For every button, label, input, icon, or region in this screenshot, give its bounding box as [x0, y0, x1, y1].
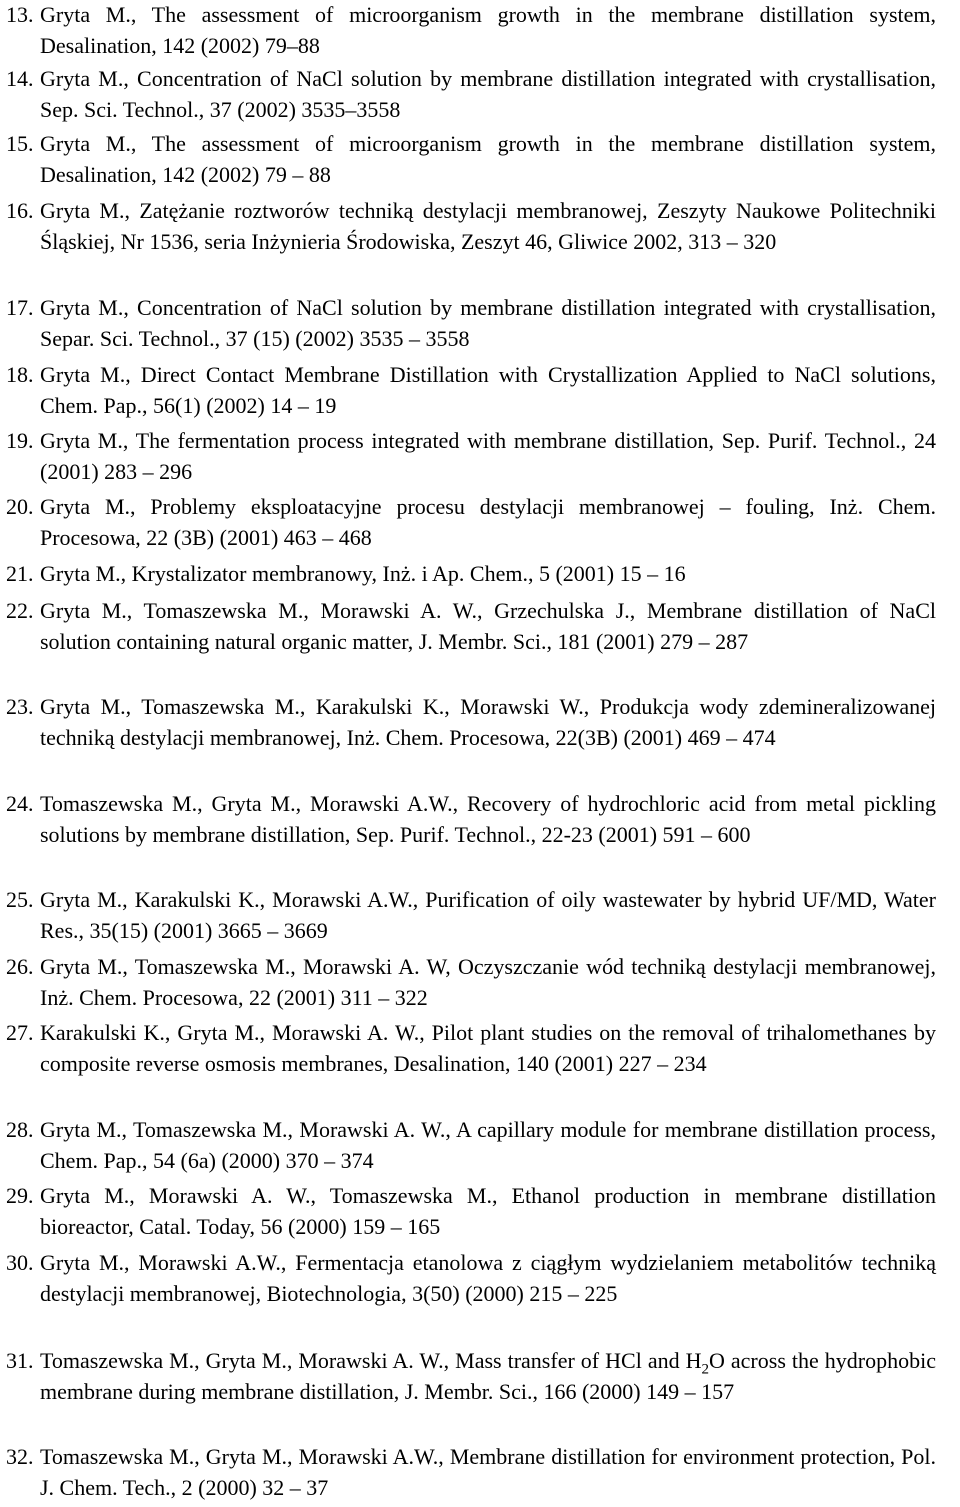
reference-item: [6, 1248, 936, 1309]
reference-item: [6, 360, 936, 421]
subscript-two: 2: [701, 1361, 709, 1378]
reference-text: Gryta M., Tomaszewska M., Morawski A. W, Oczyszczanie wód techniką destylacji membranowej, Inż. Chem. Procesowa, 22 (2001) 311 – 322: [40, 954, 936, 1010]
reference-number: 17.: [6, 295, 34, 320]
reference-item: [6, 1115, 936, 1176]
reference-text: Gryta M., Karakulski K., Morawski A.W., Purification of oily wastewater by hybrid UF/MD, Water Res., 35(15) (2001) 3665 – 3669: [40, 887, 936, 943]
reference-number: 16.: [6, 198, 34, 223]
reference-item: [6, 692, 936, 753]
reference-number: 27.: [6, 1020, 34, 1045]
reference-item: [6, 885, 936, 946]
reference-number: 22.: [6, 598, 34, 623]
reference-item: [6, 789, 936, 850]
reference-item: [6, 1346, 936, 1407]
reference-text: [40, 1346, 936, 1407]
reference-text-part: O across the hydrophobic membrane during membrane distillation, J. Membr. Sci., 166 (2000) 149 – 157: [40, 1348, 936, 1404]
reference-text: Gryta M., Morawski A. W., Tomaszewska M., Ethanol production in membrane distillation bioreactor, Catal. Today, 56 (2000) 159 – 165: [40, 1183, 936, 1239]
reference-text: Gryta M., Problemy eksploatacyjne procesu destylacji membranowej – fouling, Inż. Chem. Procesowa, 22 (3B) (2001) 463 – 468: [40, 494, 936, 550]
reference-item: [6, 596, 936, 657]
reference-number: 24.: [6, 791, 34, 816]
reference-item: [6, 196, 936, 257]
reference-text: Tomaszewska M., Gryta M., Morawski A.W., Membrane distillation for environment protection, Pol. J. Chem. Tech., 2 (2000) 32 – 37: [40, 1444, 936, 1500]
reference-text: Gryta M., Tomaszewska M., Karakulski K., Morawski W., Produkcja wody zdemineralizowanej techniką destylacji membranowej, Inż. Chem. Procesowa, 22(3B) (2001) 469 – 474: [40, 694, 936, 750]
reference-number: 26.: [6, 954, 34, 979]
reference-text: Gryta M., Tomaszewska M., Morawski A. W., A capillary module for membrane distillation process, Chem. Pap., 54 (6a) (2000) 370 – 374: [40, 1117, 936, 1173]
reference-text: Gryta M., The assessment of microorganism growth in the membrane distillation system, Desalination, 142 (2002) 79 – 88: [40, 131, 936, 187]
reference-number: 29.: [6, 1183, 34, 1208]
reference-item: [6, 1442, 936, 1503]
reference-text: Karakulski K., Gryta M., Morawski A. W., Pilot plant studies on the removal of trihalomethanes by composite reverse osmosis membranes, Desalination, 140 (2001) 227 – 234: [40, 1020, 936, 1076]
reference-text: Gryta M., Krystalizator membranowy, Inż. i Ap. Chem., 5 (2001) 15 – 16: [40, 561, 686, 586]
reference-number: 32.: [6, 1444, 34, 1469]
reference-text: Gryta M., Zatężanie roztworów techniką destylacji membranowej, Zeszyty Naukowe Politechniki Śląskiej, Nr 1536, seria Inżynieria Środowiska, Zeszyt 46, Gliwice 2002, 313 – 320: [40, 198, 936, 254]
reference-text: Gryta M., Concentration of NaCl solution by membrane distillation integrated with crystallisation, Separ. Sci. Technol., 37 (15) (2002) 3535 – 3558: [40, 295, 936, 351]
reference-number: 31.: [6, 1348, 34, 1373]
reference-number: 21.: [6, 561, 34, 586]
reference-text: Gryta M., Tomaszewska M., Morawski A. W., Grzechulska J., Membrane distillation of NaCl solution containing natural organic matter, J. Membr. Sci., 181 (2001) 279 – 287: [40, 598, 936, 654]
reference-number: 19.: [6, 428, 34, 453]
reference-text: Gryta M., The fermentation process integrated with membrane distillation, Sep. Purif. Technol., 24 (2001) 283 – 296: [40, 428, 936, 484]
reference-item: [6, 129, 936, 190]
reference-number: 23.: [6, 694, 34, 719]
reference-number: 30.: [6, 1250, 34, 1275]
reference-item: [6, 559, 936, 590]
reference-text-part: Tomaszewska M., Gryta M., Morawski A. W., Mass transfer of HCl and H: [40, 1348, 702, 1373]
reference-text: Gryta M., Concentration of NaCl solution by membrane distillation integrated with crystallisation, Sep. Sci. Technol., 37 (2002) 3535–3558: [40, 66, 936, 122]
reference-number: 20.: [6, 494, 34, 519]
reference-number: 28.: [6, 1117, 34, 1142]
reference-text: Gryta M., Direct Contact Membrane Distillation with Crystallization Applied to NaCl solutions, Chem. Pap., 56(1) (2002) 14 – 19: [40, 362, 936, 418]
reference-item: [6, 952, 936, 1013]
reference-text: Tomaszewska M., Gryta M., Morawski A.W., Recovery of hydrochloric acid from metal pickling solutions by membrane distillation, Sep. Purif. Technol., 22-23 (2001) 591 – 600: [40, 791, 936, 847]
reference-item: [6, 293, 936, 354]
reference-number: 13.: [6, 2, 34, 27]
reference-text: Gryta M., The assessment of microorganism growth in the membrane distillation system, Desalination, 142 (2002) 79–88: [40, 2, 936, 58]
reference-item: [6, 64, 936, 125]
reference-item: [6, 1181, 936, 1242]
reference-text: Gryta M., Morawski A.W., Fermentacja etanolowa z ciągłym wydzielaniem metabolitów techniką destylacji membranowej, Biotechnologia, 3(50) (2000) 215 – 225: [40, 1250, 936, 1306]
reference-number: 15.: [6, 131, 34, 156]
reference-item: [6, 492, 936, 553]
reference-item: [6, 1018, 936, 1079]
reference-item: [6, 0, 936, 61]
reference-number: 18.: [6, 362, 34, 387]
reference-number: 14.: [6, 66, 34, 91]
reference-number: 25.: [6, 887, 34, 912]
reference-item: [6, 426, 936, 487]
